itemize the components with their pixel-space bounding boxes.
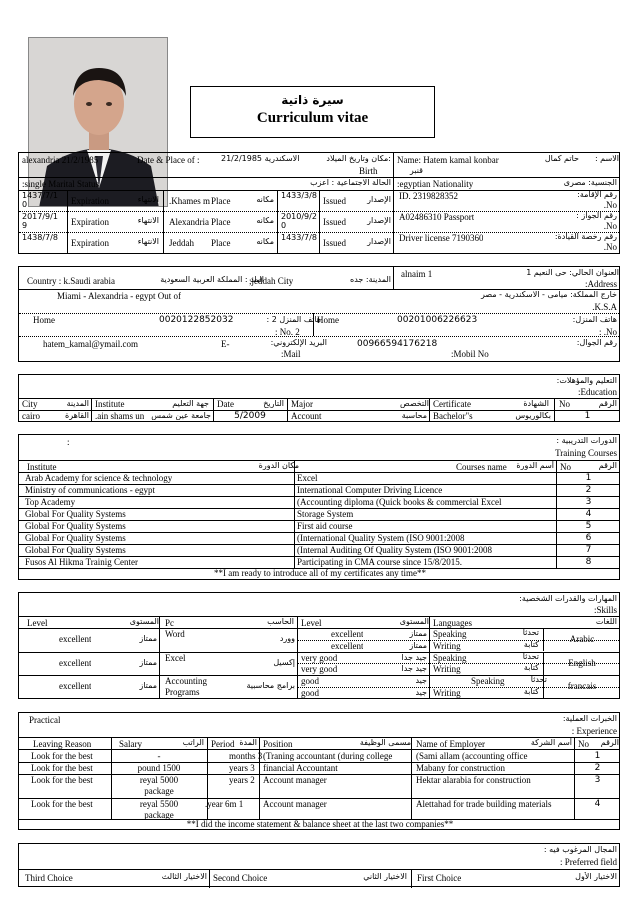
birth-label-cont: Birth [359, 166, 378, 176]
place-date-value: alexandria 21/2/1985 [22, 155, 99, 165]
exp-salary: - [157, 751, 161, 761]
col-pc-level-arabic: المستوى [129, 617, 159, 626]
exp-leaving-reason: Look for the best [31, 799, 93, 809]
lang-skill-arabic: كتابة [523, 639, 539, 649]
col-no-arabic: الرقم [598, 399, 617, 408]
col-major-arabic: التخصص [400, 399, 429, 408]
training-note: **I am ready to introduce all of my certificates any time** [214, 568, 426, 578]
training-institute: Ministry of communications - egypt [25, 485, 155, 495]
divider [319, 211, 320, 232]
col-certificate-arabic: الشهادة [523, 399, 549, 408]
pc-skill-arabic: وورد [279, 634, 295, 643]
doc-expiration-label: Expiration [71, 196, 109, 206]
doc-number-value: A02486310 Passport [399, 212, 475, 222]
lang-level: excellent [331, 640, 364, 651]
col-city-arabic: المدينة [66, 399, 89, 408]
personal-section [18, 152, 620, 254]
pc-level-arabic: ممتاز [139, 681, 157, 690]
email-cont: :Mail [281, 349, 301, 359]
col-salary: Salary [119, 739, 142, 749]
birth-arabic-value: 21/2/1985 الاسكندرية [221, 154, 300, 163]
training-header-arabic: الدورات التدريبية : [556, 436, 617, 445]
training-institute: Top Academy [25, 497, 76, 507]
doc-expiration-arabic: الانتهاء [137, 216, 159, 225]
experience-header-arabic: الخبرات العملية: [562, 714, 617, 723]
doc-issue-date: 1433/7/8 [281, 233, 317, 242]
edu-date: 5/2009 [234, 411, 266, 421]
exp-employer: Alettahad for trade building materials [416, 799, 552, 809]
divider [393, 232, 394, 253]
divider [277, 190, 278, 211]
country-english: Country : k.Saudi arabia [27, 276, 115, 286]
nationality-arabic: الجنسية: مصرى [563, 178, 617, 187]
training-no: 5 [585, 521, 592, 531]
third-choice-arabic: الاختيار الثالث [161, 872, 207, 881]
doc-issue-arabic: الإصدار [367, 195, 391, 204]
divider [67, 211, 68, 232]
education-header-english: :Education [578, 387, 617, 397]
col-lang-level: Level [301, 618, 322, 628]
current-address-english: :Address [585, 279, 617, 289]
exp-period: years 2 [229, 775, 255, 785]
name-arabic-value: حاتم كمال [544, 154, 579, 163]
col-languages-arabic: اللغات [595, 617, 617, 626]
second-choice-arabic: الاختيار الثاني [363, 872, 407, 881]
col-training-institute: Institute [27, 462, 57, 472]
experience-header-english: : Experience [571, 726, 617, 736]
divider [67, 232, 68, 253]
doc-number-arabic: رقم الإقامة: [577, 190, 617, 199]
training-course: Participating in CMA course since 15/8/2015. [297, 557, 462, 567]
lang-skill-arabic: تحدثا [522, 651, 539, 661]
training-no: 7 [585, 545, 592, 555]
pc-level-arabic: ممتاز [139, 657, 157, 667]
col-institute-arabic: جهة التعليم [172, 399, 209, 408]
practical-label: Practical [29, 715, 61, 725]
preferred-section [18, 843, 620, 887]
training-colon: : [67, 437, 70, 447]
language-name: francais [567, 681, 597, 691]
edu-certificate: Bachelor"s [433, 411, 473, 421]
preferred-header-arabic: المجال المرغوب فيه : [543, 845, 617, 854]
lang-level: good [301, 687, 319, 698]
doc-place-value: Alexandria [169, 217, 209, 227]
home1-arabic: هاتف المنزل: [572, 315, 617, 324]
col-position: Position [263, 739, 293, 749]
training-course: International Computer Driving Licence [297, 485, 443, 495]
lang-level: good [301, 676, 319, 686]
mobile-english: :Mobil No [451, 349, 489, 359]
col-city: City [22, 399, 38, 409]
training-institute: Global For Quality Systems [25, 533, 126, 543]
training-no: 2 [585, 485, 592, 495]
pc-skill: Accounting Programs [165, 676, 207, 697]
doc-place-value: Jeddah [169, 238, 194, 248]
col-pc: Pc [165, 618, 174, 628]
doc-number-value: Driver license 7190360 [399, 233, 484, 243]
col-exp-no-arabic: الرقم [600, 738, 619, 747]
doc-number-english: .No [603, 200, 617, 210]
abroad-english: Miami - Alexandria - egypt Out of [57, 291, 181, 301]
lang-skill: Speaking [471, 676, 505, 686]
current-address-arabic: العنوان الحالي: حى النعيم 1 [526, 268, 619, 277]
exp-no: 3 [594, 775, 601, 785]
doc-number-arabic: رقم الجواز : [576, 211, 617, 220]
name-arabic-cont: قنبر [409, 166, 423, 175]
exp-no: 2 [594, 763, 601, 773]
pc-skill-arabic: إكسيل [273, 657, 295, 667]
col-salary-arabic: الراتب [182, 738, 204, 747]
pc-level: excellent [59, 657, 92, 668]
exp-period: years 3 [229, 763, 255, 773]
col-lang-level-arabic: المستوى [399, 617, 429, 626]
doc-place-value: .Khames m [169, 196, 210, 206]
lang-level-arabic: ممتاز [409, 640, 427, 650]
exp-employer: Hektar alarabia for construction [416, 775, 531, 785]
place-date-label: Date & Place of : [137, 155, 200, 165]
edu-major-arabic: محاسبة [401, 411, 427, 420]
birth-arabic-label: :مكان وتاريخ الميلاد [326, 154, 391, 163]
training-course: (Internal Auditing Of Quality System (ISO 9001:2008 [297, 545, 492, 555]
divider [163, 211, 164, 232]
lang-skill-arabic: كتابة [523, 663, 539, 672]
divider [277, 232, 278, 253]
lang-skill: Writing [433, 687, 461, 698]
lang-level-arabic: جيد جدا [401, 652, 427, 662]
edu-city-arabic: القاهرة [65, 411, 89, 420]
city-arabic: المدينة: جده [350, 275, 391, 284]
training-institute: Global For Quality Systems [25, 545, 126, 555]
col-training-no-arabic: الرقم [598, 461, 617, 470]
col-employer-arabic: أسم الشركة [530, 738, 572, 747]
exp-salary: reyal 5000 package [139, 775, 179, 796]
exp-no: 1 [594, 751, 601, 761]
doc-expiration-date: 1438/7/8 [22, 233, 58, 242]
col-period-arabic: المدة [239, 738, 257, 747]
col-languages: Languages [433, 618, 472, 628]
edu-city: cairo [22, 411, 40, 421]
title-box [190, 86, 435, 138]
col-training-no: No [560, 462, 571, 472]
col-no: No [559, 399, 570, 409]
exp-position: financial Accountant [263, 763, 338, 773]
divider [277, 211, 278, 232]
col-date-arabic: التاريخ [263, 399, 284, 408]
home2-value: 0020122852032 [159, 315, 234, 325]
exp-position: (Traning accountant (during college [263, 751, 393, 761]
col-courses-arabic: أسم الدورة [516, 461, 554, 470]
city-english: ;jeddah City [249, 276, 294, 286]
lang-skill: Writing [433, 640, 461, 651]
doc-issue-arabic: الإصدار [367, 216, 391, 225]
divider [393, 211, 394, 232]
education-section [18, 374, 620, 422]
training-institute: Fusos Al Hikma Trainig Center [25, 557, 139, 567]
lang-level-arabic: ممتاز [409, 629, 427, 638]
mobile-arabic: رقم الجوال: [576, 338, 617, 347]
email-value[interactable]: hatem_kamal@ymail.com [43, 339, 139, 349]
training-course: Storage System [297, 509, 354, 519]
training-course: (International Quality System (ISO 9001:2008 [297, 533, 465, 543]
training-no: 4 [585, 509, 592, 519]
pc-skill: Excel [165, 652, 186, 663]
col-pc-arabic: الحاسب [267, 617, 294, 626]
doc-expiration-arabic: الانتهاء [137, 237, 159, 246]
second-choice: Second Choice [213, 873, 268, 883]
title-english: Curriculum vitae [256, 110, 369, 126]
skills-section [18, 592, 620, 699]
divider [319, 190, 320, 211]
exp-period: .year 6m 1 [205, 799, 244, 809]
doc-place-label: Place [211, 217, 231, 227]
doc-place-label: Place [211, 196, 231, 206]
row-divider [19, 568, 619, 569]
name-arabic-label: الاسم : [594, 154, 619, 163]
lang-level-arabic: جيد [415, 687, 427, 697]
edu-institute-arabic: جامعة عين شمس [151, 411, 211, 420]
lang-skill-arabic: تحدثا [530, 675, 547, 684]
edu-institute: .ain shams un [95, 411, 145, 421]
language-name: English [568, 657, 596, 668]
training-no: 3 [585, 497, 592, 507]
doc-number-value: ID. 2319828352 [399, 191, 458, 201]
lang-level: very good [301, 664, 338, 674]
doc-place-label: Place [211, 238, 231, 248]
col-courses: Courses name [456, 462, 507, 472]
lang-skill: Writing [433, 664, 461, 674]
third-choice: Third Choice [25, 873, 73, 883]
col-institute: Institute [95, 399, 125, 409]
lang-level-arabic: جيد جدا [401, 664, 427, 673]
pc-skill: Word [165, 629, 185, 639]
marital-english: :single Marital Status [22, 179, 99, 189]
exp-no: 4 [594, 799, 601, 809]
col-date: Date [217, 399, 234, 409]
lang-skill: Speaking [433, 652, 467, 663]
first-choice-arabic: الاختيار الأول [575, 872, 617, 881]
training-course: (Accounting diploma (Quick books & commercial Excel [297, 497, 502, 507]
country-arabic: البلد : المملكة العربية السعودية [160, 275, 264, 284]
home2-label: Home [33, 315, 55, 325]
first-choice: First Choice [417, 873, 462, 883]
exp-position: Account manager [263, 799, 327, 809]
abroad-cont: .K.S.A [592, 302, 617, 312]
pc-level: excellent [59, 681, 92, 691]
exp-salary: pound 1500 [137, 763, 181, 773]
language-name: Arabic [569, 634, 595, 644]
col-position-arabic: مسمى الوظيفة [359, 738, 411, 747]
mobile-value: 00966594176218 [357, 339, 438, 349]
home2-no: : No. 2 [275, 327, 300, 337]
training-section [18, 434, 620, 580]
col-certificate: Certificate [433, 399, 471, 409]
doc-issue-label: Issued [323, 196, 346, 206]
exp-leaving-reason: Look for the best [31, 775, 93, 785]
training-no: 1 [585, 473, 592, 483]
abroad-arabic: خارج المملكة: ميامى - الاسكندرية - مصر [480, 290, 617, 299]
training-no: 8 [585, 557, 592, 567]
doc-issue-date: 2010/9/2 0 [281, 212, 317, 230]
home2-arabic: هاتف المنزل 2 : [266, 315, 321, 324]
divider [163, 190, 164, 211]
experience-section [18, 712, 620, 830]
doc-place-arabic: مكانه [256, 195, 274, 204]
current-address-value: alnaim 1 [401, 269, 433, 279]
email-label: E- [221, 339, 230, 349]
skills-header-arabic: المهارات والقدرات الشخصية: [519, 594, 617, 603]
doc-issue-label: Issued [323, 217, 346, 227]
col-training-place-arabic: مكان الدورة [258, 461, 299, 470]
exp-employer: (Sami allam (accounting office [416, 751, 528, 761]
doc-number-arabic: رقم رخصة القيادة: [554, 232, 617, 241]
divider [319, 232, 320, 253]
education-header-arabic: التعليم والمؤهلات: [556, 376, 617, 385]
doc-number-english: .No [603, 242, 617, 252]
exp-period: months 3 [229, 751, 263, 761]
exp-position: Account manager [263, 775, 327, 785]
exp-employer: Mabany for construction [416, 763, 505, 773]
edu-no: 1 [584, 411, 591, 421]
doc-expiration-label: Expiration [71, 217, 109, 227]
doc-expiration-date: 2017/9/1 9 [22, 212, 58, 230]
pc-level: excellent [59, 634, 92, 644]
home1-label: Home [317, 315, 339, 325]
col-employer: Name of Employer [416, 739, 485, 749]
col-major: Major [291, 399, 313, 409]
divider [393, 190, 394, 211]
title-arabic: سيرة ذاتية [281, 93, 344, 107]
exp-salary: reyal 5500 package [139, 799, 179, 820]
training-course: Excel [297, 473, 318, 483]
preferred-header-english: : Preferred field [560, 857, 617, 867]
lang-level-arabic: جيد [415, 676, 427, 685]
lang-skill-arabic: كتابة [523, 686, 539, 696]
edu-major: Account [291, 411, 322, 421]
edu-certificate-arabic: بكالوريوس [515, 411, 551, 420]
doc-issue-arabic: الإصدار [367, 237, 391, 246]
doc-issue-label: Issued [323, 238, 346, 248]
doc-number-english: .No [603, 221, 617, 231]
lang-skill-arabic: تحدثا [522, 628, 539, 637]
doc-place-arabic: مكانه [256, 237, 274, 246]
pc-level-arabic: ممتاز [139, 634, 157, 643]
col-pc-level: Level [27, 618, 48, 628]
home1-value: 00201006226623 [397, 315, 478, 325]
divider [163, 232, 164, 253]
exp-leaving-reason: Look for the best [31, 751, 93, 761]
divider [67, 190, 68, 211]
skills-header-english: :Skills [593, 605, 617, 615]
lang-level: very good [301, 652, 338, 663]
home1-no: : .No [599, 327, 617, 337]
training-no: 6 [585, 533, 592, 543]
experience-note: **I did the income statement & balance sheet at the last two companies** [186, 819, 454, 829]
training-institute: Global For Quality Systems [25, 509, 126, 519]
pc-skill-arabic: برامج محاسبية [246, 681, 295, 690]
name-english: Name: Hatem kamal konbar [397, 155, 499, 165]
col-period: Period [211, 739, 235, 749]
email-arabic: البريد الإلكتروني: [270, 338, 327, 347]
lang-level: excellent [331, 629, 364, 639]
col-exp-no: No [578, 739, 589, 749]
col-leaving-reason: Leaving Reason [33, 739, 92, 749]
doc-expiration-label: Expiration [71, 238, 109, 248]
address-section [18, 266, 620, 362]
training-institute: Global For Quality Systems [25, 521, 126, 531]
doc-expiration-date: 1437/7/1 0 [22, 191, 58, 209]
training-institute: Arab Academy for science & technology [25, 473, 173, 483]
exp-leaving-reason: Look for the best [31, 763, 93, 773]
marital-arabic: الحالة الاجتماعية : اعزب [310, 178, 391, 187]
doc-issue-date: 1433/3/8 [281, 191, 317, 200]
nationality-english: :egyptian Nationality [397, 179, 474, 189]
training-course: First aid course [297, 521, 353, 531]
lang-skill: Speaking [433, 629, 467, 639]
doc-expiration-arabic: الانتهاء [137, 195, 159, 204]
training-header-english: Training Courses [555, 448, 617, 458]
doc-place-arabic: مكانه [256, 216, 274, 225]
